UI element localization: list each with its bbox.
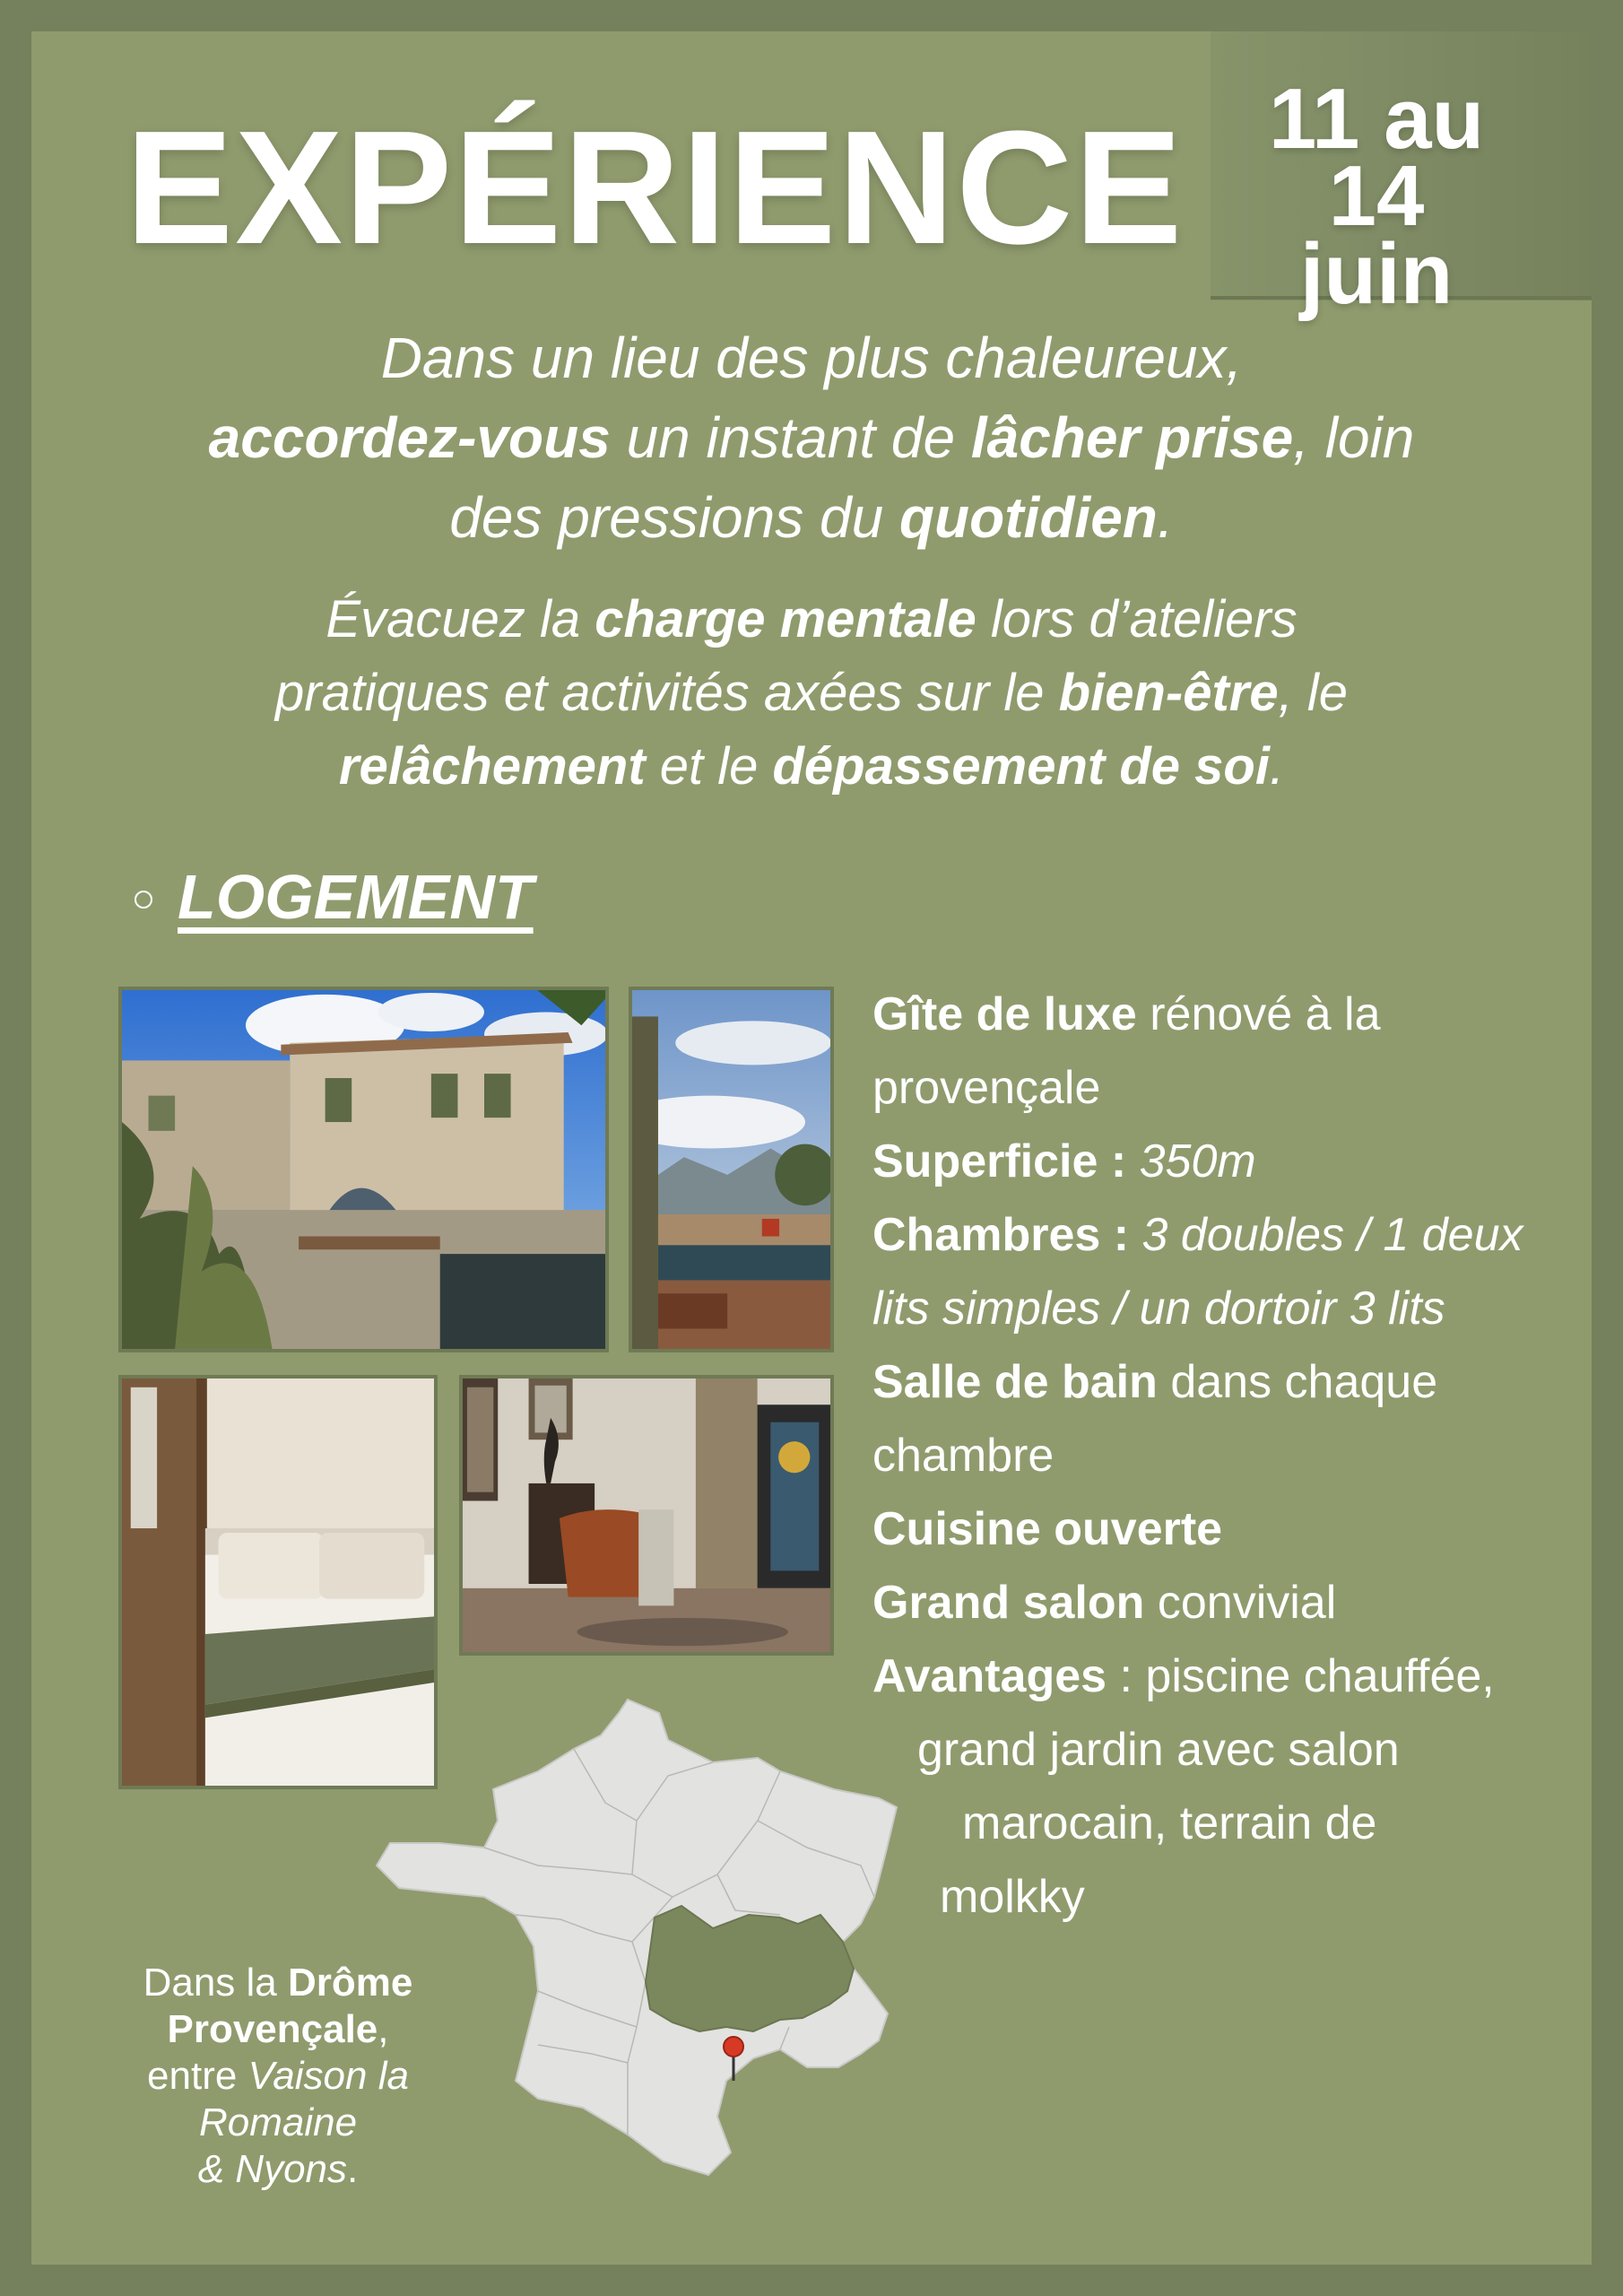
france-map-svg — [359, 1686, 915, 2224]
detail-sdb-cont: chambre — [872, 1430, 1055, 1482]
detail-superficie-value: 350m — [1139, 1135, 1256, 1187]
detail-gite-cont: provençale — [872, 1062, 1101, 1114]
intro-line-1: Dans un lieu des plus chaleureux, — [380, 326, 1243, 390]
intro2-line-2 — [170, 657, 1453, 730]
detail-cuisine-label: Cuisine ouverte — [872, 1503, 1223, 1555]
detail-gite-label: Gîte de luxe — [872, 988, 1137, 1040]
detail-avantages-text: : piscine chauffée, — [1107, 1650, 1495, 1702]
photo-living-room — [459, 1375, 834, 1656]
detail-salon — [872, 1566, 1572, 1639]
dates-line-2: juin — [1299, 225, 1454, 322]
location-line-2 — [121, 2006, 435, 2053]
detail-sdb-label: Salle de bain — [872, 1356, 1158, 1408]
detail-chambres-cont — [872, 1272, 1572, 1345]
location-line-4 — [121, 2100, 435, 2146]
photo-house-exterior — [118, 987, 609, 1352]
intro2-text: Évacuez la — [325, 590, 595, 648]
dates-line-1: 11 au 14 — [1268, 71, 1485, 245]
detail-chambres-label: Chambres : — [872, 1209, 1142, 1261]
detail-salon-text: convivial — [1144, 1577, 1337, 1629]
intro-text: , loin — [1293, 404, 1415, 470]
intro-line-3 — [126, 478, 1497, 558]
detail-avantages — [872, 1639, 1572, 1713]
location-italic-vaison: Vaison la — [247, 2054, 409, 2098]
intro2-bold-charge: charge mentale — [595, 590, 976, 648]
detail-gite — [872, 978, 1572, 1051]
detail-salon-label: Grand salon — [872, 1577, 1145, 1629]
intro-bold-accordez: accordez-vous — [208, 404, 611, 470]
intro-bold-quotidien: quotidien — [898, 484, 1158, 550]
location-line-5 — [121, 2146, 435, 2193]
location-line-3 — [121, 2053, 435, 2100]
intro2-text: lors d’ateliers — [976, 590, 1298, 648]
house-exterior-image — [122, 990, 605, 1349]
location-italic-nyons: & Nyons — [197, 2147, 348, 2191]
detail-sdb — [872, 1345, 1572, 1419]
intro-bold-lacher: lâcher prise — [970, 404, 1294, 470]
section-heading-logement: LOGEMENT — [178, 862, 534, 932]
france-map — [359, 1686, 915, 2224]
detail-chambres-value: 3 doubles / 1 deux — [1141, 1209, 1523, 1261]
intro2-text: . — [1269, 736, 1285, 796]
detail-superficie-label: Superficie : — [872, 1135, 1140, 1187]
intro2-text: pratiques et activités axées sur le — [275, 663, 1059, 722]
intro2-bold-relachement: relâchement — [338, 736, 646, 796]
location-bold-provencale: Provençale — [167, 2007, 378, 2051]
hollow-circle-bullet-icon — [135, 891, 152, 909]
location-text: . — [347, 2147, 359, 2191]
intro2-bold-depassement: dépassement de soi — [772, 736, 1270, 796]
intro-text: . — [1157, 484, 1174, 550]
detail-chambres — [872, 1198, 1572, 1272]
location-text: entre — [147, 2054, 248, 2098]
intro-paragraph-2 — [170, 583, 1453, 803]
detail-avantages-3: marocain, terrain de — [962, 1797, 1377, 1849]
location-text: , — [378, 2007, 389, 2051]
living-room-image — [463, 1378, 830, 1652]
location-bold-drome: Drôme — [288, 1961, 413, 2005]
detail-sdb-text: dans chaque — [1157, 1356, 1438, 1408]
location-caption — [121, 1960, 435, 2193]
location-italic-romaine: Romaine — [198, 2100, 358, 2144]
intro2-line-3 — [170, 730, 1453, 804]
intro-text: un instant de — [610, 404, 971, 470]
intro-text: des pressions du — [449, 484, 899, 550]
property-details — [872, 978, 1572, 1934]
detail-avantages-4: molkky — [940, 1871, 1085, 1923]
intro2-text: , le — [1278, 663, 1348, 722]
pool-view-image — [632, 990, 830, 1349]
page-title: EXPÉRIENCE — [126, 98, 1185, 278]
location-line-1 — [121, 1960, 435, 2006]
detail-superficie — [872, 1125, 1572, 1198]
detail-gite-text: rénové à la — [1136, 988, 1381, 1040]
detail-chambres-value-2: lits simples / un dortoir 3 lits — [872, 1283, 1445, 1335]
detail-avantages-2: grand jardin avec salon — [917, 1724, 1400, 1776]
photo-pool-view — [629, 987, 834, 1352]
intro-paragraph-1 — [126, 318, 1497, 558]
intro-line-2 — [126, 398, 1497, 478]
event-dates — [1215, 71, 1538, 322]
location-text: Dans la — [143, 1961, 289, 2005]
map-pin-icon — [724, 2037, 743, 2057]
detail-cuisine — [872, 1492, 1572, 1566]
intro2-line-1 — [170, 583, 1453, 657]
detail-avantages-label: Avantages — [872, 1650, 1107, 1702]
intro2-bold-bienetre: bien-être — [1058, 663, 1279, 722]
intro2-text: et le — [645, 736, 773, 796]
